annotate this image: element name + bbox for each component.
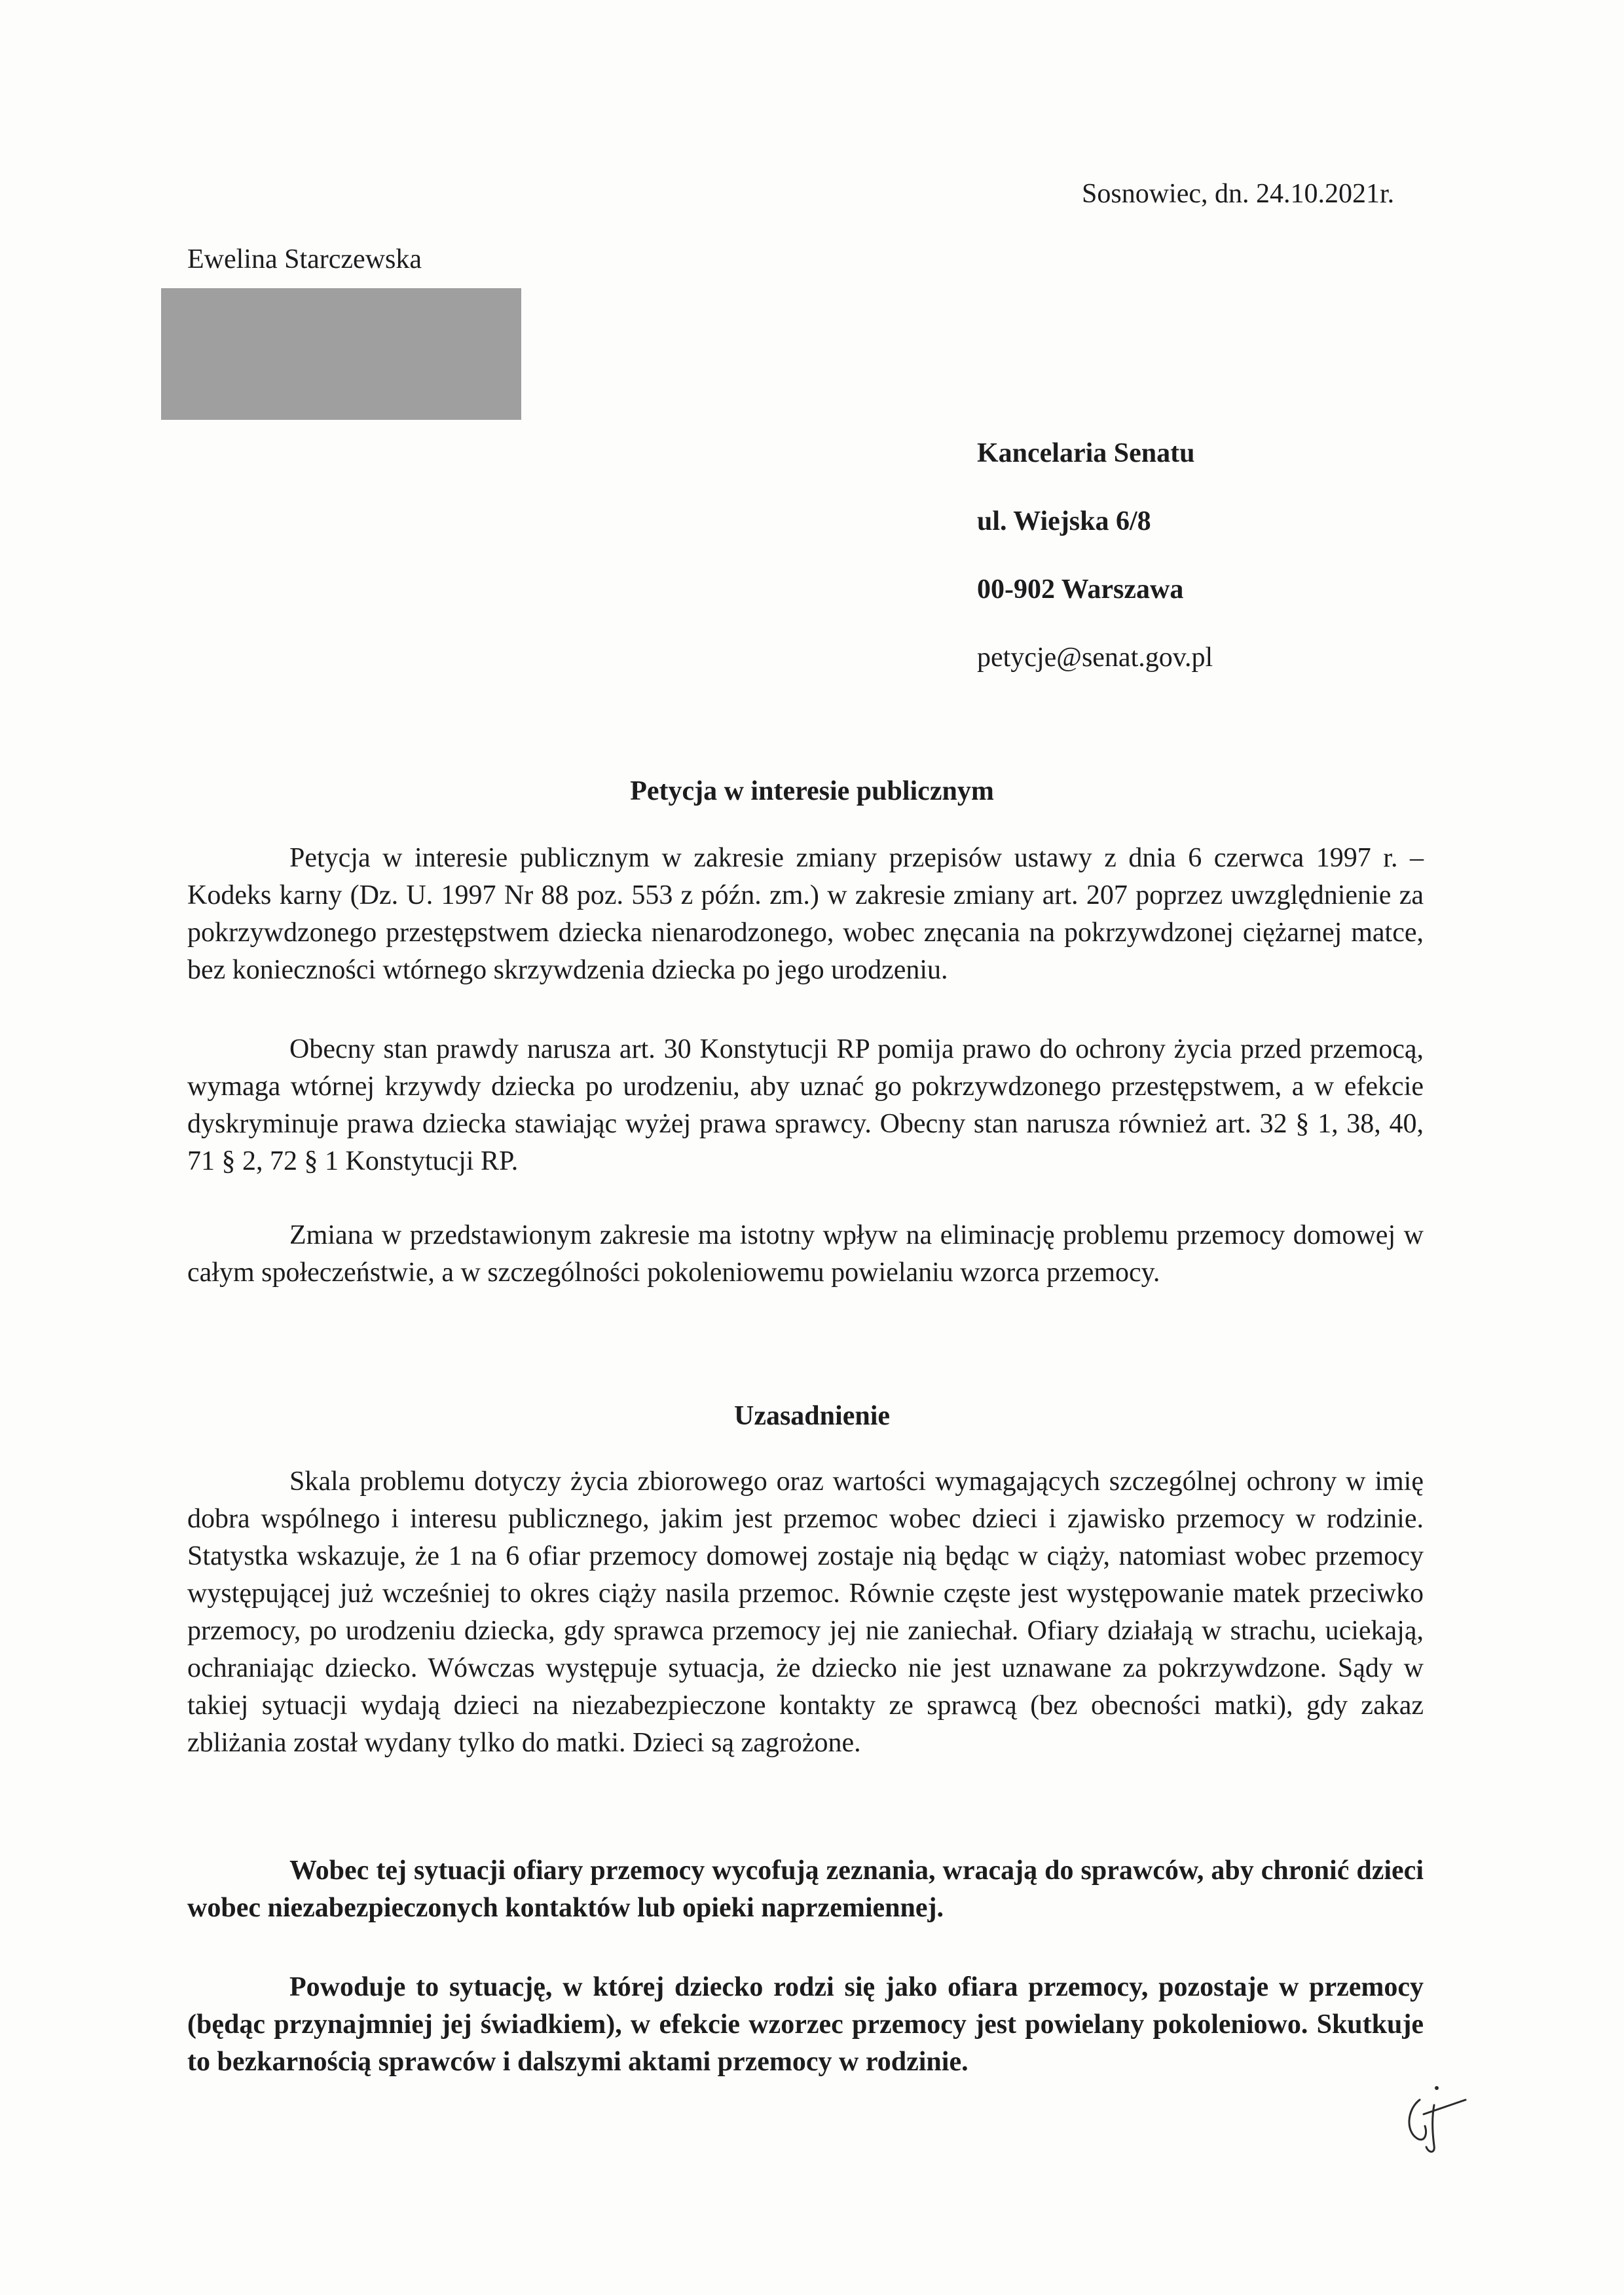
petition-paragraph-2: Obecny stan prawdy narusza art. 30 Konstytucji RP pomija prawo do ochrony życia przed przemocą, wymaga wtórnej krzywdy dziecka po urodzeniu, aby uznać go pokrzywdzonego przestępstwem, a w efekcie dyskryminuje prawa dziecka stawiając wyżej prawa sprawcy. Obecny stan narusza również art. 32 § 1, 38, 40, 71 § 2, 72 § 1 Konstytucji RP. xyxy=(187,1034,1424,1176)
petition-title: Petycja w interesie publicznym xyxy=(630,776,994,806)
petition-paragraph-3: Zmiana w przedstawionym zakresie ma istotny wpływ na eliminację problemu przemocy domowej w całym społeczeństwie, a w szczególności pokoleniowemu powielaniu wzorca przemocy. xyxy=(187,1220,1424,1288)
petition-paragraph-1: Petycja w interesie publicznym w zakresie zmiany przepisów ustawy z dnia 6 czerwca 1997 r. – Kodeks karny (Dz. U. 1997 Nr 88 poz. 553 z późn. zm.) w zakresie zmiany art. 207 poprzez uwzględnienie za pokrzywdzonego przestępstwem dziecka nienarodzonego, wobec znęcania na pokrzywdzonej ciężarnej matce, bez konieczności wtórnego skrzywdzenia dziecka po jego urodzeniu. xyxy=(187,843,1424,985)
recipient-line-2: ul. Wiejska 6/8 xyxy=(977,506,1151,536)
justification-paragraph-3: Powoduje to sytuację, w której dziecko rodzi się jako ofiara przemocy, pozostaje w przemocy (będąc przynajmniej jej świadkiem), w efekcie wzorzec przemocy jest powielany pokoleniowo. Skutkuje to bezkarnością sprawców i dalszymi aktami przemocy w rodzinie. xyxy=(187,1972,1424,2077)
redacted-address-block xyxy=(161,288,521,420)
recipient-email: petycje@senat.gov.pl xyxy=(977,643,1213,673)
recipient-line-3: 00-902 Warszawa xyxy=(977,574,1184,605)
justification-heading: Uzasadnienie xyxy=(733,1401,890,1431)
place-date: Sosnowiec, dn. 24.10.2021r. xyxy=(1082,179,1395,209)
justification-paragraph-2: Wobec tej sytuacji ofiary przemocy wycofują zeznania, wracają do sprawców, aby chronić dzieci wobec niezabezpieczonych kontaktów lub opieki naprzemiennej. xyxy=(187,1856,1424,1923)
handwritten-initials-signature xyxy=(1393,2074,1485,2159)
sender-name: Ewelina Starczewska xyxy=(187,244,422,274)
justification-paragraph-1: Skala problemu dotyczy życia zbiorowego oraz wartości wymagających szczególnej ochrony w imię dobra wspólnego i interesu publicznego, jakim jest przemoc wobec dzieci i zjawisko przemocy w rodzinie. Statystka wskazuje, że 1 na 6 ofiar przemocy domowej zostaje nią będąc w ciąży, natomiast wobec przemocy występującej już wcześniej to okres ciąży nasila przemoc. Równie częste jest występowanie matek przeciwko przemocy, po urodzeniu dziecka, gdy sprawca przemocy jej nie zaniechał. Ofiary działają w strachu, uciekają, ochraniając dziecko. Wówczas występuje sytuacja, że dziecko nie jest uznawane za pokrzywdzone. Sądy w takiej sytuacji wydają dzieci na niezabezpieczone kontakty ze sprawcą (bez obecności matki), gdy zakaz zbliżania został wydany tylko do matki. Dzieci są zagrożone. xyxy=(187,1466,1424,1758)
recipient-line-1: Kancelaria Senatu xyxy=(977,438,1195,468)
